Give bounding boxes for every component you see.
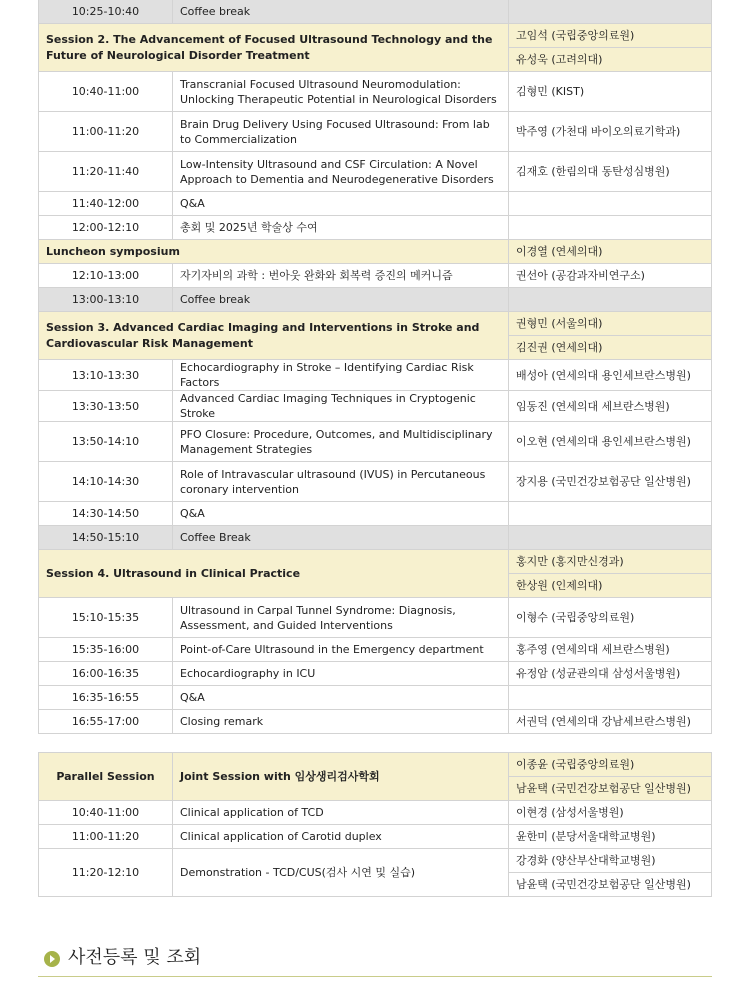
title-cell: Role of Intravascular ultrasound (IVUS) in Percutaneous coronary intervention	[173, 462, 509, 502]
speaker-cell: 유정암 (성균관의대 삼성서울병원)	[509, 662, 712, 686]
time-cell: 10:40-11:00	[39, 72, 173, 112]
speaker-cell: 권선아 (공감과자비연구소)	[509, 264, 712, 288]
registration-section-header	[38, 946, 712, 977]
table-row	[39, 686, 712, 710]
title-cell: Echocardiography in Stroke – Identifying Cardiac Risk Factors	[173, 360, 509, 391]
title-cell: Ultrasound in Carpal Tunnel Syndrome: Diagnosis, Assessment, and Guided Interventions	[173, 598, 509, 638]
title-cell: 총회 및 2025년 학술상 수여	[173, 216, 509, 240]
title-cell: Q&A	[173, 686, 509, 710]
speaker-cell: 임동진 (연세의대 세브란스병원)	[509, 391, 712, 422]
time-cell: 12:00-12:10	[39, 216, 173, 240]
time-cell: 11:20-11:40	[39, 152, 173, 192]
table-row	[39, 72, 712, 112]
table-row	[39, 662, 712, 686]
section-title: 사전등록 및 조회	[68, 947, 202, 968]
chair-cell: 김진권 (연세의대)	[509, 336, 712, 360]
joint-session-title: Joint Session with 임상생리검사학회	[173, 753, 509, 801]
time-cell: 14:30-14:50	[39, 502, 173, 526]
session-title: Session 3. Advanced Cardiac Imaging and Interventions in Stroke and Cardiovascular Risk Management	[39, 312, 509, 360]
time-cell: 14:50-15:10	[39, 526, 173, 550]
title-cell: Closing remark	[173, 710, 509, 734]
table-row	[39, 526, 712, 550]
speaker-cell: 강경화 (양산부산대학교병원)	[509, 849, 712, 873]
title-cell: Coffee break	[173, 288, 509, 312]
title-cell: Clinical application of TCD	[173, 801, 509, 825]
chair-cell: 홍지만 (홍지만신경과)	[509, 550, 712, 574]
speaker-cell	[509, 686, 712, 710]
title-cell: Advanced Cardiac Imaging Techniques in Cryptogenic Stroke	[173, 391, 509, 422]
table-row	[39, 502, 712, 526]
speaker-cell: 이현경 (삼성서울병원)	[509, 801, 712, 825]
table-row	[39, 710, 712, 734]
title-cell: Brain Drug Delivery Using Focused Ultrasound: From lab to Commercialization	[173, 112, 509, 152]
time-cell: 11:00-11:20	[39, 112, 173, 152]
title-cell: Q&A	[173, 192, 509, 216]
parallel-session-table	[38, 752, 712, 897]
time-cell: 16:35-16:55	[39, 686, 173, 710]
speaker-cell	[509, 526, 712, 550]
speaker-cell	[509, 192, 712, 216]
table-row	[39, 462, 712, 502]
table-row	[39, 216, 712, 240]
time-cell: 13:30-13:50	[39, 391, 173, 422]
speaker-cell: 이형수 (국립중앙의료원)	[509, 598, 712, 638]
title-cell: Low-Intensity Ultrasound and CSF Circulation: A Novel Approach to Dementia and Neurodegenerative Disorders	[173, 152, 509, 192]
chair-cell: 한상원 (인제의대)	[509, 574, 712, 598]
title-cell: Point-of-Care Ultrasound in the Emergency department	[173, 638, 509, 662]
session-header-row	[39, 753, 712, 777]
speaker-cell: 장지용 (국민건강보험공단 일산병원)	[509, 462, 712, 502]
speaker-cell: 홍주영 (연세의대 세브란스병원)	[509, 638, 712, 662]
time-cell: 10:25-10:40	[39, 0, 173, 24]
table-row	[39, 264, 712, 288]
time-cell: 13:10-13:30	[39, 360, 173, 391]
speaker-cell	[509, 216, 712, 240]
time-cell: 12:10-13:00	[39, 264, 173, 288]
chair-cell: 이경열 (연세의대)	[509, 240, 712, 264]
circle-arrow-icon	[44, 951, 60, 967]
time-cell: 11:20-12:10	[39, 849, 173, 897]
time-cell: 13:00-13:10	[39, 288, 173, 312]
table-row	[39, 360, 712, 391]
session-title: Session 2. The Advancement of Focused Ultrasound Technology and the Future of Neurological Disorder Treatment	[39, 24, 509, 72]
speaker-cell: 남윤택 (국민건강보험공단 일산병원)	[509, 873, 712, 897]
title-cell: Demonstration - TCD/CUS(검사 시연 및 실습)	[173, 849, 509, 897]
parallel-session-label: Parallel Session	[39, 753, 173, 801]
time-cell: 13:50-14:10	[39, 422, 173, 462]
time-cell: 11:40-12:00	[39, 192, 173, 216]
table-row	[39, 391, 712, 422]
table-row	[39, 638, 712, 662]
speaker-cell: 서권덕 (연세의대 강남세브란스병원)	[509, 710, 712, 734]
title-cell: Coffee break	[173, 0, 509, 24]
session-header-row	[39, 240, 712, 264]
table-row	[39, 801, 712, 825]
speaker-cell	[509, 288, 712, 312]
speaker-cell: 배성아 (연세의대 용인세브란스병원)	[509, 360, 712, 391]
title-cell: 자기자비의 과학 : 번아웃 완화와 회복력 증진의 메커니즘	[173, 264, 509, 288]
table-row	[39, 422, 712, 462]
speaker-cell: 김재호 (한림의대 동탄성심병원)	[509, 152, 712, 192]
session-header-row	[39, 312, 712, 336]
program-table	[38, 0, 712, 734]
title-cell: Coffee Break	[173, 526, 509, 550]
program-schedule	[38, 0, 712, 897]
title-cell: Transcranial Focused Ultrasound Neuromodulation: Unlocking Therapeutic Potential in Neurological Disorders	[173, 72, 509, 112]
speaker-cell: 윤한미 (분당서울대학교병원)	[509, 825, 712, 849]
time-cell: 14:10-14:30	[39, 462, 173, 502]
table-row	[39, 112, 712, 152]
speaker-cell: 김형민 (KIST)	[509, 72, 712, 112]
session-header-row	[39, 24, 712, 48]
title-cell: Echocardiography in ICU	[173, 662, 509, 686]
time-cell: 11:00-11:20	[39, 825, 173, 849]
table-row	[39, 598, 712, 638]
session-title: Luncheon symposium	[39, 240, 509, 264]
table-row	[39, 152, 712, 192]
speaker-cell: 이오현 (연세의대 용인세브란스병원)	[509, 422, 712, 462]
chair-cell: 이종윤 (국립중앙의료원)	[509, 753, 712, 777]
speaker-cell	[509, 0, 712, 24]
speaker-cell: 박주영 (가천대 바이오의료기학과)	[509, 112, 712, 152]
chair-cell: 고임석 (국립중앙의료원)	[509, 24, 712, 48]
table-row	[39, 288, 712, 312]
time-cell: 15:10-15:35	[39, 598, 173, 638]
session-header-row	[39, 550, 712, 574]
chair-cell: 권형민 (서울의대)	[509, 312, 712, 336]
title-cell: Clinical application of Carotid duplex	[173, 825, 509, 849]
speaker-cell	[509, 502, 712, 526]
chair-cell: 남윤택 (국민건강보험공단 일산병원)	[509, 777, 712, 801]
table-row	[39, 192, 712, 216]
chair-cell: 유성욱 (고려의대)	[509, 48, 712, 72]
table-row	[39, 849, 712, 873]
session-title: Session 4. Ultrasound in Clinical Practice	[39, 550, 509, 598]
time-cell: 16:55-17:00	[39, 710, 173, 734]
time-cell: 16:00-16:35	[39, 662, 173, 686]
time-cell: 15:35-16:00	[39, 638, 173, 662]
title-cell: Q&A	[173, 502, 509, 526]
title-cell: PFO Closure: Procedure, Outcomes, and Multidisciplinary Management Strategies	[173, 422, 509, 462]
table-row	[39, 0, 712, 24]
table-row	[39, 825, 712, 849]
time-cell: 10:40-11:00	[39, 801, 173, 825]
